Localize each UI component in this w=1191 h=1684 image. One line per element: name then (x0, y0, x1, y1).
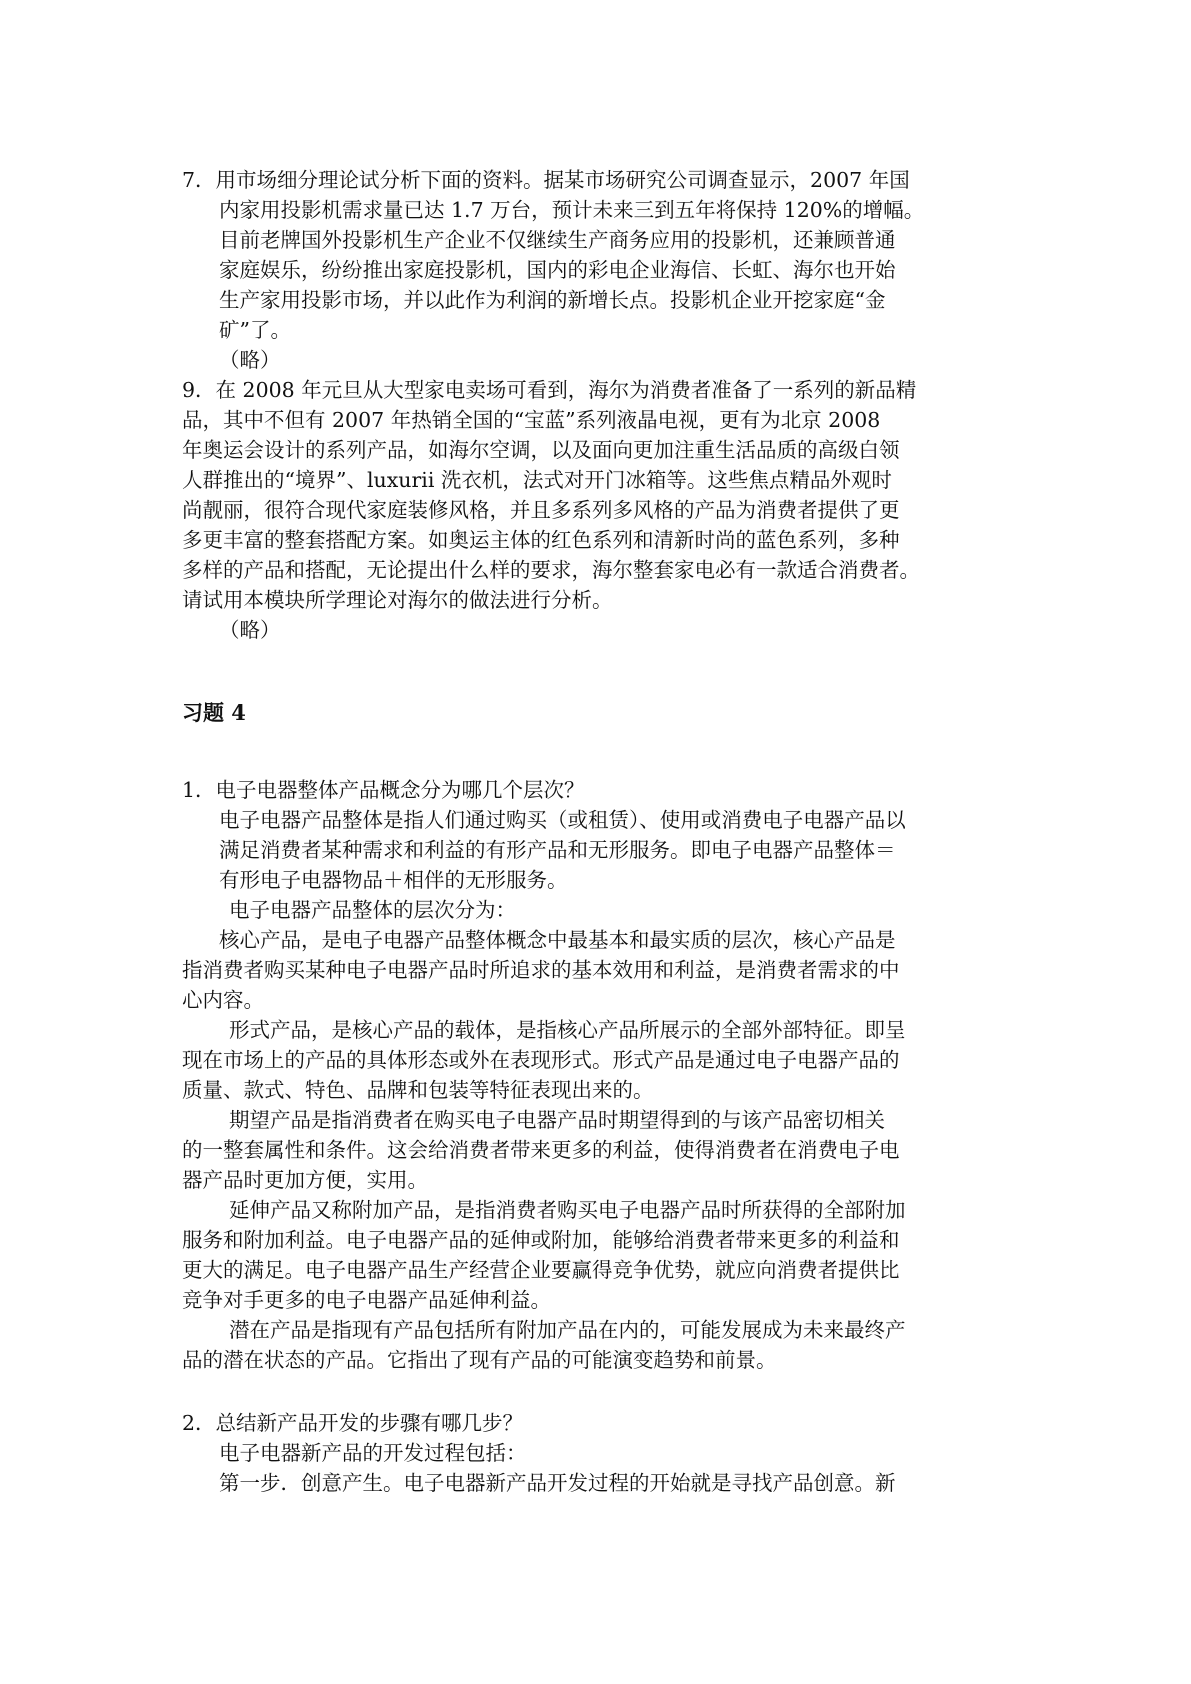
text-line: 期望产品是指消费者在购买电子电器产品时期望得到的与该产品密切相关 (229, 1108, 885, 1132)
text-line: 9．在 2008 年元旦从大型家电卖场可看到，海尔为消费者准备了一系列的新品精 (182, 378, 917, 402)
text-line: 7．用市场细分理论试分析下面的资料。据某市场研究公司调查显示，2007 年国 (182, 168, 910, 192)
text-line: 服务和附加利益。电子电器产品的延伸或附加，能够给消费者带来更多的利益和 (182, 1228, 900, 1252)
text-line: 年奥运会设计的系列产品，如海尔空调，以及面向更加注重生活品质的高级白领 (182, 438, 900, 462)
text-line: 品的潜在状态的产品。它指出了现有产品的可能演变趋势和前景。 (182, 1348, 777, 1372)
text-line: 延伸产品又称附加产品，是指消费者购买电子电器产品时所获得的全部附加 (229, 1198, 906, 1222)
text-line: 满足消费者某种需求和利益的有形产品和无形服务。即电子电器产品整体＝ (219, 838, 896, 862)
section-heading: 习题 4 (182, 700, 246, 725)
text-line: 器产品时更加方便，实用。 (182, 1168, 428, 1192)
text-line: 的一整套属性和条件。这会给消费者带来更多的利益，使得消费者在消费电子电 (182, 1138, 900, 1162)
text-line: 内家用投影机需求量已达 1.7 万台，预计未来三到五年将保持 120%的增幅。 (219, 198, 925, 222)
text-line: 更大的满足。电子电器产品生产经营企业要赢得竞争优势，就应向消费者提供比 (182, 1258, 900, 1282)
text-line: 矿”了。 (219, 318, 291, 342)
text-line: 电子电器新产品的开发过程包括： (219, 1441, 527, 1465)
text-line: 请试用本模块所学理论对海尔的做法进行分析。 (182, 588, 613, 612)
text-line: 家庭娱乐，纷纷推出家庭投影机，国内的彩电企业海信、长虹、海尔也开始 (219, 258, 896, 282)
text-line: 第一步．创意产生。电子电器新产品开发过程的开始就是寻找产品创意。新 (219, 1471, 896, 1495)
text-line: 生产家用投影市场，并以此作为利润的新增长点。投影机企业开挖家庭“金 (219, 288, 886, 312)
text-line: 目前老牌国外投影机生产企业不仅继续生产商务应用的投影机，还兼顾普通 (219, 228, 896, 252)
question-title: 2．总结新产品开发的步骤有哪几步？ (182, 1411, 524, 1435)
question-title: 1．电子电器整体产品概念分为哪几个层次？ (182, 778, 585, 802)
text-line: 电子电器产品整体是指人们通过购买（或租赁）、使用或消费电子电器产品以 (219, 808, 906, 832)
text-line: 潜在产品是指现有产品包括所有附加产品在内的，可能发展成为未来最终产 (229, 1318, 906, 1342)
text-line: 品，其中不但有 2007 年热销全国的“宝蓝”系列液晶电视，更有为北京 2008 (182, 408, 881, 432)
text-line: 多更丰富的整套搭配方案。如奥运主体的红色系列和清新时尚的蓝色系列，多种 (182, 528, 900, 552)
text-line: 指消费者购买某种电子电器产品时所追求的基本效用和利益，是消费者需求的中 (182, 958, 900, 982)
text-line: 竞争对手更多的电子电器产品延伸利益。 (182, 1288, 551, 1312)
text-line: 核心产品，是电子电器产品整体概念中最基本和最实质的层次，核心产品是 (219, 928, 896, 952)
text-line: 形式产品，是核心产品的载体，是指核心产品所展示的全部外部特征。即呈 (229, 1018, 906, 1042)
text-line: 有形电子电器物品＋相伴的无形服务。 (219, 868, 568, 892)
text-line: 多样的产品和搭配，无论提出什么样的要求，海尔整套家电必有一款适合消费者。 (182, 558, 920, 582)
text-line: 现在市场上的产品的具体形态或外在表现形式。形式产品是通过电子电器产品的 (182, 1048, 900, 1072)
text-line: 人群推出的“境界”、luxurii 洗衣机，法式对开门冰箱等。这些焦点精品外观时 (182, 468, 892, 492)
text-line: 心内容。 (182, 988, 264, 1012)
text-line: 尚靓丽，很符合现代家庭装修风格，并且多系列多风格的产品为消费者提供了更 (182, 498, 900, 522)
text-line: （略） (219, 348, 281, 372)
text-line: 质量、款式、特色、品牌和包装等特征表现出来的。 (182, 1078, 654, 1102)
text-line: （略） (219, 618, 281, 642)
text-line: 电子电器产品整体的层次分为： (229, 898, 516, 922)
